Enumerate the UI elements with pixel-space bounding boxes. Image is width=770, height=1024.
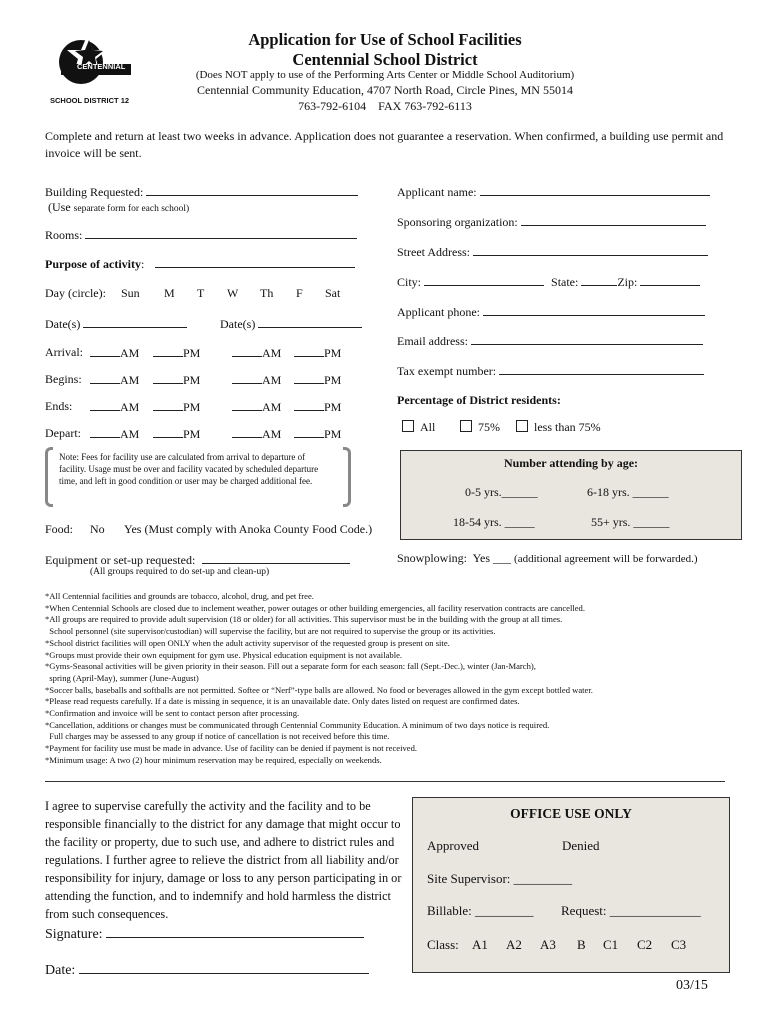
building-note-a: (Use — [48, 200, 74, 214]
rule-item: *All groups are required to provide adult supervision (18 or older) for all activities. This supervisor must be in the building with the group at all times. — [45, 614, 563, 625]
tax-exempt-label: Tax exempt number: — [397, 364, 497, 378]
food-no-option[interactable]: No — [90, 522, 105, 536]
rule-item: *Soccer balls, baseballs and softballs are not permitted. Softee or “Nerf”-type balls are allowed. No food or beverages allowed in the gym except bottled water. — [45, 684, 593, 695]
food-label: Food: — [45, 522, 74, 536]
dates-input-line-2[interactable] — [258, 316, 362, 328]
food-yes-option[interactable]: Yes (Must comply with Anoka County Food Code.) — [124, 522, 373, 536]
request-field[interactable]: Request: ______________ — [561, 903, 701, 918]
day-wed[interactable]: W — [227, 286, 239, 300]
date-field[interactable] — [45, 960, 369, 979]
ends-am-2[interactable]: AM — [232, 399, 281, 415]
date-input-line[interactable] — [79, 960, 369, 974]
zip-label: Zip: — [617, 275, 638, 289]
fee-note-text: Note: Fees for facility use are calculated from arrival to departure of facility. Usage must be over and facility vacated by scheduled departure time, and left in good condition or user may be charged additional fee. — [59, 452, 319, 486]
signature-field[interactable] — [45, 924, 364, 943]
day-mon[interactable]: M — [164, 286, 175, 300]
purpose-input-line[interactable] — [155, 256, 355, 268]
depart-label: Depart: — [45, 426, 81, 440]
left-brace — [45, 447, 53, 507]
depart-pm-1[interactable]: PM — [153, 426, 200, 442]
building-note — [48, 200, 189, 215]
begins-label: Begins: — [45, 372, 82, 386]
building-input-line[interactable] — [146, 184, 358, 196]
district-name: Centennial School District — [292, 50, 478, 69]
arrival-pm-2[interactable]: PM — [294, 345, 341, 361]
rule-item: *Groups must provide their own equipment for gym use. Physical education equipment is not available. — [45, 649, 403, 660]
email-field[interactable] — [397, 333, 703, 349]
day-thu[interactable]: Th — [260, 286, 274, 300]
ends-label: Ends: — [45, 399, 73, 413]
city-input-line[interactable] — [424, 274, 544, 286]
age-18-54[interactable]: 18-54 yrs. _____ — [453, 515, 535, 529]
ends-pm-2[interactable]: PM — [294, 399, 341, 415]
day-tue[interactable]: T — [197, 286, 205, 300]
rules-list — [45, 591, 735, 767]
equipment-input-line[interactable] — [202, 552, 350, 564]
dates-input-line-1[interactable] — [83, 316, 187, 328]
day-circle-label: Day (circle): — [45, 286, 106, 300]
class-a1[interactable]: A1 — [472, 937, 488, 952]
street-input-line[interactable] — [473, 244, 708, 256]
applicant-name-label: Applicant name: — [397, 185, 477, 199]
ends-am-1[interactable]: AM — [90, 399, 139, 415]
class-c1[interactable]: C1 — [603, 937, 619, 952]
rooms-field[interactable] — [45, 227, 357, 243]
sponsor-field[interactable] — [397, 214, 706, 230]
day-fri[interactable]: F — [296, 286, 303, 300]
building-requested-field[interactable] — [45, 184, 358, 200]
phone-field[interactable] — [397, 304, 705, 320]
dates-field-1[interactable] — [45, 316, 187, 332]
rule-item: *Please read requests carefully. If a date is missing in sequence, it is an unavailable date. Only dates listed on request are confirmed dates. — [45, 696, 520, 707]
pct-less-checkbox[interactable] — [516, 420, 528, 432]
section-divider — [45, 781, 725, 782]
building-note-b: separate form for each school) — [73, 204, 190, 214]
rule-item: *School district facilities will open ONLY when the adult activity supervisor of the requested group is present on site. — [45, 637, 450, 648]
logo-brand-text: CENTENNIAL — [77, 62, 126, 71]
dates-label-2: Date(s) — [220, 317, 256, 331]
age-0-5[interactable]: 0-5 yrs.______ — [465, 485, 538, 499]
office-use-box — [412, 797, 730, 973]
class-a3[interactable]: A3 — [540, 937, 556, 952]
pct-less-option[interactable]: less than 75% — [516, 420, 601, 435]
agreement-text: I agree to supervise carefully the activity and the facility and to be responsible financially to the district for any damage that might occur to the facility or property, due to such use, and adhere to district rules and regulations. I further agree to relieve the district from all liability and/or responsibility for injury, damage or loss to any person participating in or attending the function, and to indemnify and hold harmless the district from such consequences. — [45, 799, 402, 921]
street-field[interactable] — [397, 244, 708, 260]
intro-text: Complete and return at least two weeks in advance. Application does not guarantee a reservation. When confirmed, a building use permit and invoice will be sent. — [45, 129, 724, 160]
pct-75-option[interactable]: 75% — [460, 420, 500, 435]
applicant-name-field[interactable] — [397, 184, 710, 200]
rule-item: spring (April-May), summer (June-August) — [45, 672, 199, 683]
exclusion-note: (Does NOT apply to use of the Performing Arts Center or Middle School Auditorium) — [195, 69, 575, 81]
rule-item: *Minimum usage: A two (2) hour minimum reservation may be required, especially on weekends. — [45, 754, 382, 765]
sponsor-input-line[interactable] — [521, 214, 706, 226]
equipment-field[interactable] — [45, 552, 350, 568]
snowplowing-field[interactable] — [397, 551, 698, 566]
city-state-zip-row — [397, 274, 700, 290]
date-label: Date: — [45, 963, 76, 978]
office-phones: 763-792-6104 FAX 763-792-6113 — [298, 99, 472, 113]
arrival-label: Arrival: — [45, 345, 83, 359]
pct-75-checkbox[interactable] — [460, 420, 472, 432]
email-label: Email address: — [397, 334, 468, 348]
begins-am-2[interactable]: AM — [232, 372, 281, 388]
form-title: Application for Use of School Facilities — [248, 30, 522, 49]
arrival-am-2[interactable]: AM — [232, 345, 281, 361]
phone-input-line[interactable] — [483, 304, 705, 316]
office-address: Centennial Community Education, 4707 North Road, Circle Pines, MN 55014 — [197, 83, 573, 97]
phone-label: Applicant phone: — [397, 305, 480, 319]
depart-am-1[interactable]: AM — [90, 426, 139, 442]
day-sat[interactable]: Sat — [325, 286, 341, 300]
purpose-field[interactable]: Purpose of activity: — [45, 256, 355, 272]
tax-exempt-input-line[interactable] — [499, 363, 704, 375]
pct-all-option[interactable]: All — [402, 420, 435, 435]
rule-item: *Payment for facility use must be made in advance. Use of facility can be denied if payment is not received. — [45, 743, 418, 754]
ends-pm-1[interactable]: PM — [153, 399, 200, 415]
day-sun[interactable]: Sun — [121, 286, 140, 300]
age-55-plus[interactable]: 55+ yrs. ______ — [591, 515, 670, 529]
applicant-name-input-line[interactable] — [480, 184, 710, 196]
state-input-line[interactable] — [581, 274, 617, 286]
class-b[interactable]: B — [577, 937, 586, 952]
depart-pm-2[interactable]: PM — [294, 426, 341, 442]
street-label: Street Address: — [397, 245, 470, 259]
approved-option[interactable]: Approved — [427, 838, 479, 853]
begins-pm-2[interactable]: PM — [294, 372, 341, 388]
rule-item: *Confirmation and invoice will be sent to contact person after processing. — [45, 708, 300, 719]
fee-note — [45, 447, 345, 507]
begins-am-1[interactable]: AM — [90, 372, 139, 388]
class-label: Class: — [427, 937, 459, 952]
class-c2[interactable]: C2 — [637, 937, 653, 952]
city-label: City: — [397, 275, 422, 289]
zip-input-line[interactable] — [640, 274, 700, 286]
tax-exempt-field[interactable] — [397, 363, 704, 379]
rule-item: *Gyms-Seasonal activities will be given priority in their season. Fill out a separate form for each season: fall (Sept.-Dec.), winter (Jan-March), — [45, 661, 536, 672]
rule-item: School personnel (site supervisor/custodian) will supervise the facility, but are not required to supervise the group or its activities. — [45, 626, 496, 637]
snowplowing-note: (additional agreement will be forwarded.) — [514, 553, 698, 565]
denied-option[interactable]: Denied — [562, 838, 600, 853]
percentage-label: Percentage of District residents: — [397, 393, 561, 407]
purpose-label: Purpose of activity — [45, 257, 141, 271]
rule-item: *All Centennial facilities and grounds are tobacco, alcohol, drug, and pet free. — [45, 591, 314, 601]
rooms-input-line[interactable] — [85, 227, 357, 239]
age-6-18[interactable]: 6-18 yrs. ______ — [587, 485, 669, 499]
rule-item: *Cancellation, additions or changes must be communicated through Centennial Community Education. A minimum of two days notice is required. — [45, 719, 550, 730]
rule-item: *When Centennial Schools are closed due to inclement weather, power outages or other building emergencies, all facility reservation contracts are cancelled. — [45, 602, 585, 613]
age-attendance-box — [400, 450, 742, 540]
snowplowing-label: Snowplowing: Yes ___ — [397, 551, 515, 565]
class-a2[interactable]: A2 — [506, 937, 522, 952]
building-label: Building Requested: — [45, 185, 144, 199]
age-box-title: Number attending by age: — [503, 456, 639, 470]
rooms-label: Rooms: — [45, 228, 83, 242]
equipment-note: (All groups required to do set-up and clean-up) — [90, 567, 270, 577]
dates-label-1: Date(s) — [45, 317, 81, 331]
state-label: State: — [551, 275, 579, 289]
pct-all-checkbox[interactable] — [402, 420, 414, 432]
logo-district-text: SCHOOL DISTRICT 12 — [50, 96, 130, 105]
dates-field-2[interactable] — [220, 316, 362, 332]
revision-code: 03/15 — [676, 978, 708, 993]
arrival-am-1[interactable]: AM — [90, 345, 139, 361]
sponsor-label: Sponsoring organization: — [397, 215, 518, 229]
billable-field[interactable]: Billable: _________ — [427, 903, 534, 918]
email-input-line[interactable] — [471, 333, 703, 345]
class-c3[interactable]: C3 — [671, 937, 687, 952]
begins-pm-1[interactable]: PM — [153, 372, 200, 388]
signature-input-line[interactable] — [106, 924, 364, 938]
signature-label: Signature: — [45, 927, 103, 942]
office-title: OFFICE USE ONLY — [510, 806, 632, 821]
arrival-pm-1[interactable]: PM — [153, 345, 200, 361]
right-brace — [343, 447, 351, 507]
equipment-label: Equipment or set-up requested: — [45, 553, 196, 567]
site-supervisor-field[interactable]: Site Supervisor: _________ — [427, 871, 573, 886]
rule-item: Full charges may be assessed to any group if notice of cancellation is not received before this time. — [45, 731, 390, 742]
depart-am-2[interactable]: AM — [232, 426, 281, 442]
